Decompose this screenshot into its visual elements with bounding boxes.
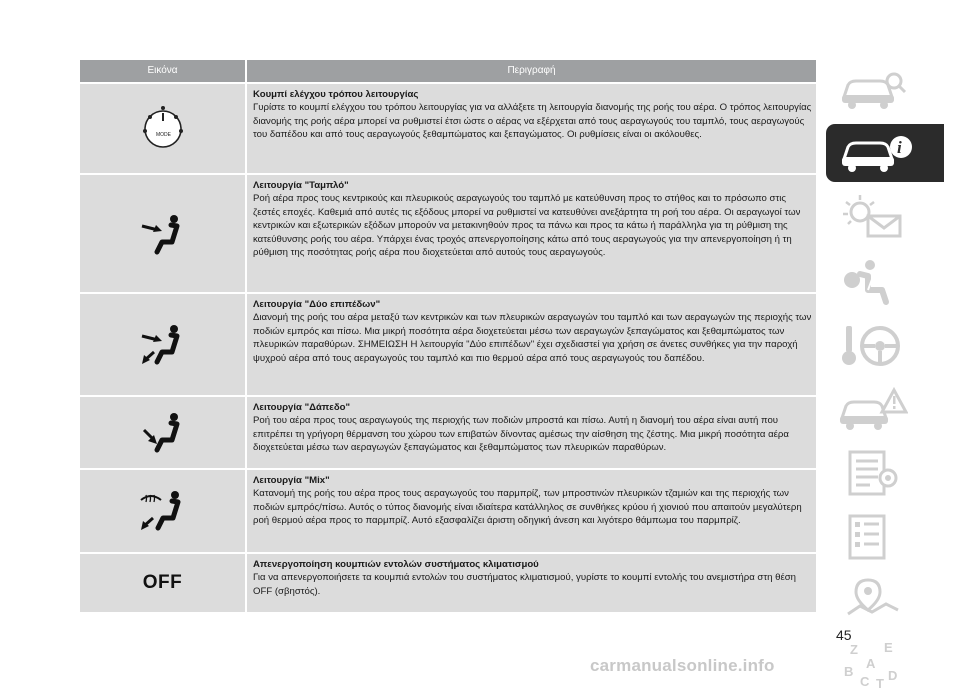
airflow-bilevel-icon [140,322,186,368]
info-glyph: i [897,138,902,157]
steering-keys-icon [838,320,908,370]
tab-lights-messages[interactable] [826,188,944,246]
index-letter: C [860,674,870,689]
index-letter: A [866,656,876,671]
header-image: Εικόνα [80,60,247,82]
airbag-seat-icon [838,256,908,306]
row-description-cell [247,397,816,468]
row-title: Λειτουργία "Ταμπλό" [253,180,349,191]
row-description-cell [247,175,816,292]
controls-table [80,60,816,614]
row-title: Λειτουργία "Δύο επιπέδων" [253,299,381,310]
row-text: Ροή αέρα προς τους κεντρικούς και πλευρικούς αεραγωγούς του ταμπλό με κατεύθυνση προς το στήθος και το πρόσωπο στις ζεστές εποχές. Καθεμιά από αυτές τις εξόδους μπορεί να ρυθμιστεί να κατευθύνει ανεξάρτητα τη ροή του αέρα. Οι αεραγωγοί των κεντρικών και εξωτερικών εξόδων μπορούν να μετακινηθούν προς τα πάνω και προς τα κάτω ή παράλληλα για τη ρύθμιση της κατεύθυνσης ροής του αέρα. Υπάρχει ένας τροχός απενεργοποίησης κάτω από τους αεραγωγούς για την απενεργοποίηση ή τη ρύθμιση της ποσότητας ροής αέρα που διοχετεύεται από αυτούς τους αεραγωγούς. [253,193,801,259]
tab-technical-data[interactable] [826,508,944,566]
table-row [80,554,816,614]
row-title: Κουμπί ελέγχου τρόπου λειτουργίας [253,89,419,100]
table-header [80,60,816,84]
tab-car-search[interactable] [826,60,944,118]
index-letter: B [844,664,854,679]
header-description: Περιγραφή [507,65,556,76]
index-letter: E [884,640,893,655]
tab-index[interactable] [826,636,944,694]
table-row [80,470,816,554]
tab-starting-driving[interactable] [826,316,944,374]
row-image-cell [80,84,247,173]
watermark: carmanualsonline.info [590,656,775,675]
row-title: Λειτουργία "Mix" [253,475,330,486]
row-text: Γυρίστε το κουμπί ελέγχου του τρόπου λειτουργίας για να αλλάξετε τη λειτουργία διανομής της ροής του αέρα. Ο τρόπος λειτουργίας διανομής της ροής αέρα μπορεί να ρυθμιστεί έτσι ώστε ο αέρας να εξέρχεται από τους αεραγωγούς του ταμπλό, τους αεραγωγούς του δαπέδου και από τους αεραγωγούς ξεθαμπώματος και ξεπαγώματος. Οι ρυθμίσεις είναι οι ακόλουθες. [253,102,812,141]
row-image-cell [80,554,247,612]
off-label: OFF [142,572,183,593]
tab-multimedia[interactable] [826,572,944,630]
tab-maintenance[interactable] [826,444,944,502]
table-row [80,84,816,175]
row-text: Για να απενεργοποιήσετε τα κουμπιά εντολών του συστήματος κλιματισμού, γυρίστε το κουμπί εντολής του ανεμιστήρα στη θέση OFF (σβηστός). [253,572,796,597]
svg-text:MODE: MODE [155,131,171,138]
row-title: Απενεργοποίηση κουμπιών εντολών συστήματος κλιματισμού [253,559,539,570]
row-description-cell [247,294,816,395]
row-text: Διανομή της ροής του αέρα μεταξύ των κεντρικών και των πλευρικών αεραγωγών του ταμπλό και των αεραγωγών της περιοχής των ποδιών εμπρός και πίσω. Μια μικρή ποσότητα αέρα διοχετεύεται μέσω των αεραγωγών ξεπαγώματος και ξεθαμπώματος των πλευρικών παραθύρων. ΣΗΜΕΙΩΣΗ Η λειτουργία "Δύο επιπέδων" έχει σχεδιαστεί για χρήση σε άνετες συνθήκες για την παροχή ψυχρού αέρα από τους αεραγωγούς του ταμπλό και πιο θερμού αέρα από τους αεραγωγούς του δαπέδου. [253,312,812,364]
row-image-cell [80,470,247,552]
index-letter: T [876,676,884,690]
tab-emergency[interactable] [826,380,944,438]
row-image-cell [80,175,247,292]
mode-knob-icon [137,103,189,155]
row-text: Ροή του αέρα προς τους αεραγωγούς της περιοχής των ποδιών μπροστά και πίσω. Αυτή η διανομή του αέρα είναι αυτή που επιτρέπει τη γρήγορη θέρμανση του χώρου των επιβατών δίνοντας αμέσως την αίσθηση της ζέστης. Μια μικρή ποσότητα αέρα διοχετεύεται μέσω των αεραγωγών ξεπαγώματος και ξεθαμπώματος των πλευρικών παραθύρων. [253,415,789,454]
row-title: Λειτουργία "Δάπεδο" [253,402,351,413]
car-info-icon [838,131,918,175]
tab-car-info[interactable] [826,124,944,182]
page-number: 45 [836,627,852,643]
table-row [80,397,816,470]
row-image-cell [80,397,247,468]
lights-message-icon [838,192,908,242]
tab-safety[interactable] [826,252,944,310]
airflow-floor-icon [140,410,186,456]
index-letter: Z [850,642,858,657]
row-description-cell [247,84,816,173]
table-row [80,294,816,397]
chapter-sidebar [826,60,944,700]
multimedia-location-icon [838,576,908,626]
row-text: Κατανομή της ροής του αέρα προς τους αεραγωγούς του παρμπρίζ, των μπροστινών πλευρικών τζαμιών και της περιοχής των ποδιών εμπρός/πίσω. Αυτός ο τύπος διανομής είναι ιδιαίτερα κατάλληλος σε συνθήκες κρύου ή χιονιού που απαιτούν μεγαλύτερη ροή θερμού αέρα προς το παρμπρίζ. Αυτό εξασφαλίζει άριστη οδηγική άνεση και λιγότερο θάμπωμα του παρμπρίζ. [253,488,802,527]
maintenance-checklist-icon [838,448,908,498]
row-description-cell [247,470,816,552]
specs-list-icon [838,512,908,562]
car-warning-icon [838,384,908,434]
car-search-icon [838,67,908,111]
row-description-cell [247,554,816,612]
table-row [80,175,816,294]
index-letter: D [888,668,898,683]
airflow-mix-icon [137,486,189,536]
row-image-cell [80,294,247,395]
airflow-face-icon [140,212,186,256]
